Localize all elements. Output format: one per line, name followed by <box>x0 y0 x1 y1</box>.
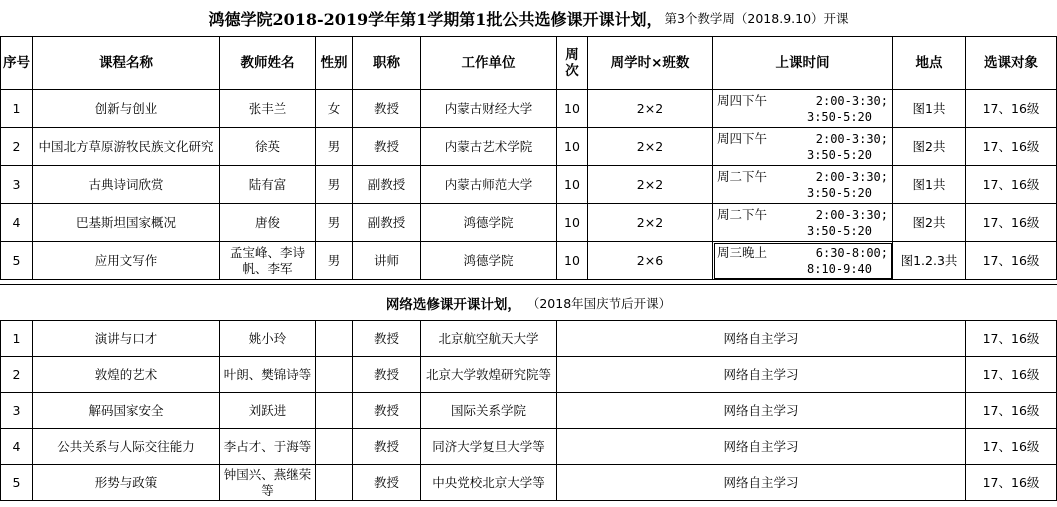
time-slot-2: 3:50-5:20 <box>806 109 872 124</box>
cell-no[interactable]: 2 <box>1 128 33 166</box>
time-slot-1: 2:00-3:30; <box>815 207 888 222</box>
network-note: （2018年国庆节后开课） <box>526 296 672 311</box>
cell-unit[interactable]: 北京航空航天大学 <box>421 321 557 357</box>
header-cell[interactable]: 职称 <box>353 37 421 90</box>
cell-gender[interactable]: 男 <box>316 242 353 280</box>
cell-teacher[interactable]: 李占才、于海等 <box>220 429 316 465</box>
network-title: 网络选修课开课计划， <box>385 297 521 313</box>
cell-place[interactable]: 图2共 <box>893 128 966 166</box>
cell-time-selected[interactable] <box>713 242 893 280</box>
table-row <box>1 128 1057 166</box>
cell-target[interactable]: 17、16级 <box>966 128 1057 166</box>
cell-target[interactable]: 17、16级 <box>966 429 1057 465</box>
cell-no[interactable]: 5 <box>1 242 33 280</box>
time-slot-2: 8:10-9:40 <box>806 261 872 276</box>
cell-rank[interactable]: 教授 <box>353 90 421 128</box>
cell-mode[interactable]: 网络自主学习 <box>557 321 966 357</box>
cell-course[interactable]: 公共关系与人际交往能力 <box>33 429 220 465</box>
title-main: 鸿德学院2018-2019学年第1学期第1批公共选修课开课计划， <box>208 9 663 29</box>
cell-course[interactable]: 敦煌的艺术 <box>33 357 220 393</box>
cell-course[interactable]: 应用文写作 <box>33 242 220 280</box>
cell-course[interactable]: 巴基斯坦国家概况 <box>33 204 220 242</box>
cell-no[interactable]: 1 <box>1 90 33 128</box>
cell-target[interactable]: 17、16级 <box>966 204 1057 242</box>
cell-unit[interactable]: 国际关系学院 <box>421 393 557 429</box>
time-slot-2: 3:50-5:20 <box>806 223 872 238</box>
cell-teacher[interactable]: 徐英 <box>220 128 316 166</box>
time-slot-2: 3:50-5:20 <box>806 185 872 200</box>
cell-teacher[interactable]: 孟宝峰、李诗帆、李军 <box>220 242 316 280</box>
time-day: 周四下午 <box>717 130 768 146</box>
cell-hours[interactable]: 2×6 <box>588 242 713 280</box>
cell-gender[interactable]: 男 <box>316 128 353 166</box>
cell-course[interactable]: 中国北方草原游牧民族文化研究 <box>33 128 220 166</box>
cell-no[interactable]: 4 <box>1 204 33 242</box>
cell-rank[interactable]: 讲师 <box>353 242 421 280</box>
cell-target[interactable]: 17、16级 <box>966 393 1057 429</box>
header-cell[interactable]: 性别 <box>316 37 353 90</box>
table-row <box>1 429 1057 465</box>
time-day: 周四下午 <box>717 92 768 108</box>
cell-gender-empty[interactable] <box>316 357 353 393</box>
cell-gender-empty[interactable] <box>316 393 353 429</box>
cell-teacher[interactable]: 陆有富 <box>220 166 316 204</box>
time-slot-1: 6:30-8:00; <box>815 245 888 260</box>
cell-rank[interactable]: 副教授 <box>353 204 421 242</box>
cell-target[interactable]: 17、16级 <box>966 465 1057 501</box>
table-row <box>1 166 1057 204</box>
cell-rank[interactable]: 教授 <box>353 393 421 429</box>
cell-no[interactable]: 3 <box>1 166 33 204</box>
cell-weeks[interactable]: 10 <box>557 166 588 204</box>
cell-gender-empty[interactable] <box>316 465 353 501</box>
cell-hours[interactable]: 2×2 <box>588 204 713 242</box>
cell-time[interactable] <box>713 204 893 242</box>
cell-teacher[interactable]: 叶朗、樊锦诗等 <box>220 357 316 393</box>
cell-rank[interactable]: 教授 <box>353 357 421 393</box>
cell-unit[interactable]: 内蒙古财经大学 <box>421 90 557 128</box>
title-sub: 第3个教学周（2018.9.10）开课 <box>664 11 849 26</box>
cell-no[interactable]: 3 <box>1 393 33 429</box>
cell-gender-empty[interactable] <box>316 429 353 465</box>
cell-unit[interactable]: 中央党校北京大学等 <box>421 465 557 501</box>
cell-unit[interactable]: 同济大学复旦大学等 <box>421 429 557 465</box>
cell-rank[interactable]: 教授 <box>353 429 421 465</box>
table-row <box>1 204 1057 242</box>
header-cell[interactable]: 上课时间 <box>713 37 893 90</box>
cell-course[interactable]: 古典诗词欣赏 <box>33 166 220 204</box>
network-course-table <box>0 320 1057 501</box>
cell-no[interactable]: 2 <box>1 357 33 393</box>
cell-unit[interactable]: 鸿德学院 <box>421 242 557 280</box>
time-day: 周二下午 <box>717 206 768 222</box>
cell-mode[interactable]: 网络自主学习 <box>557 465 966 501</box>
time-slot-1: 2:00-3:30; <box>815 169 888 184</box>
cell-time[interactable] <box>713 90 893 128</box>
cell-target[interactable]: 17、16级 <box>966 166 1057 204</box>
table-row <box>1 393 1057 429</box>
cell-no[interactable]: 4 <box>1 429 33 465</box>
time-slot-1: 2:00-3:30; <box>815 93 888 108</box>
cell-time[interactable] <box>713 128 893 166</box>
cell-rank[interactable]: 教授 <box>353 128 421 166</box>
cell-gender[interactable]: 女 <box>316 90 353 128</box>
cell-course[interactable]: 创新与创业 <box>33 90 220 128</box>
cell-teacher[interactable]: 钟国兴、燕继荣等 <box>220 465 316 501</box>
header-cell[interactable]: 地点 <box>893 37 966 90</box>
cell-place[interactable]: 图1共 <box>893 90 966 128</box>
cell-place[interactable]: 图1.2.3共 <box>893 242 966 280</box>
course-table <box>0 36 1057 280</box>
cell-teacher[interactable]: 刘跃进 <box>220 393 316 429</box>
table-row <box>1 90 1057 128</box>
cell-gender-empty[interactable] <box>316 321 353 357</box>
time-day: 周三晚上 <box>717 244 768 260</box>
network-section-title <box>0 284 1057 321</box>
cell-time[interactable] <box>713 166 893 204</box>
cell-weeks[interactable]: 10 <box>557 204 588 242</box>
cell-weeks[interactable]: 10 <box>557 242 588 280</box>
table-row <box>1 321 1057 357</box>
cell-no[interactable]: 1 <box>1 321 33 357</box>
sheet-title <box>0 0 1057 36</box>
cell-gender[interactable]: 男 <box>316 166 353 204</box>
cell-weeks[interactable]: 10 <box>557 128 588 166</box>
header-cell[interactable]: 工作单位 <box>421 37 557 90</box>
cell-place[interactable]: 图1共 <box>893 166 966 204</box>
cell-rank[interactable]: 教授 <box>353 321 421 357</box>
cell-teacher[interactable]: 张丰兰 <box>220 90 316 128</box>
cell-unit[interactable]: 鸿德学院 <box>421 204 557 242</box>
cell-mode[interactable]: 网络自主学习 <box>557 429 966 465</box>
cell-target[interactable]: 17、16级 <box>966 357 1057 393</box>
cell-hours[interactable]: 2×2 <box>588 128 713 166</box>
time-day: 周二下午 <box>717 168 768 184</box>
cell-teacher[interactable]: 唐俊 <box>220 204 316 242</box>
cell-no[interactable]: 5 <box>1 465 33 501</box>
cell-mode[interactable]: 网络自主学习 <box>557 357 966 393</box>
header-cell[interactable]: 课程名称 <box>33 37 220 90</box>
cell-hours[interactable]: 2×2 <box>588 90 713 128</box>
cell-target[interactable]: 17、16级 <box>966 242 1057 280</box>
cell-place[interactable]: 图2共 <box>893 204 966 242</box>
cell-course[interactable]: 演讲与口才 <box>33 321 220 357</box>
header-cell[interactable]: 周次 <box>557 37 588 90</box>
table-row <box>1 242 1057 280</box>
cell-unit[interactable]: 内蒙古师范大学 <box>421 166 557 204</box>
cell-target[interactable]: 17、16级 <box>966 90 1057 128</box>
cell-course[interactable]: 解码国家安全 <box>33 393 220 429</box>
cell-course[interactable]: 形势与政策 <box>33 465 220 501</box>
cell-rank[interactable]: 教授 <box>353 465 421 501</box>
header-cell[interactable]: 序号 <box>1 37 33 90</box>
cell-weeks[interactable]: 10 <box>557 90 588 128</box>
table-row <box>1 465 1057 501</box>
time-slot-1: 2:00-3:30; <box>815 131 888 146</box>
cell-target[interactable]: 17、16级 <box>966 321 1057 357</box>
cell-hours[interactable]: 2×2 <box>588 166 713 204</box>
cell-teacher[interactable]: 姚小玲 <box>220 321 316 357</box>
cell-gender[interactable]: 男 <box>316 204 353 242</box>
header-cell[interactable]: 选课对象 <box>966 37 1057 90</box>
table-row <box>1 357 1057 393</box>
cell-unit[interactable]: 内蒙古艺术学院 <box>421 128 557 166</box>
header-cell[interactable]: 周学时×班数 <box>588 37 713 90</box>
cell-unit[interactable]: 北京大学敦煌研究院等 <box>421 357 557 393</box>
cell-rank[interactable]: 副教授 <box>353 166 421 204</box>
header-cell[interactable]: 教师姓名 <box>220 37 316 90</box>
header-row <box>1 37 1057 90</box>
cell-mode[interactable]: 网络自主学习 <box>557 393 966 429</box>
time-slot-2: 3:50-5:20 <box>806 147 872 162</box>
